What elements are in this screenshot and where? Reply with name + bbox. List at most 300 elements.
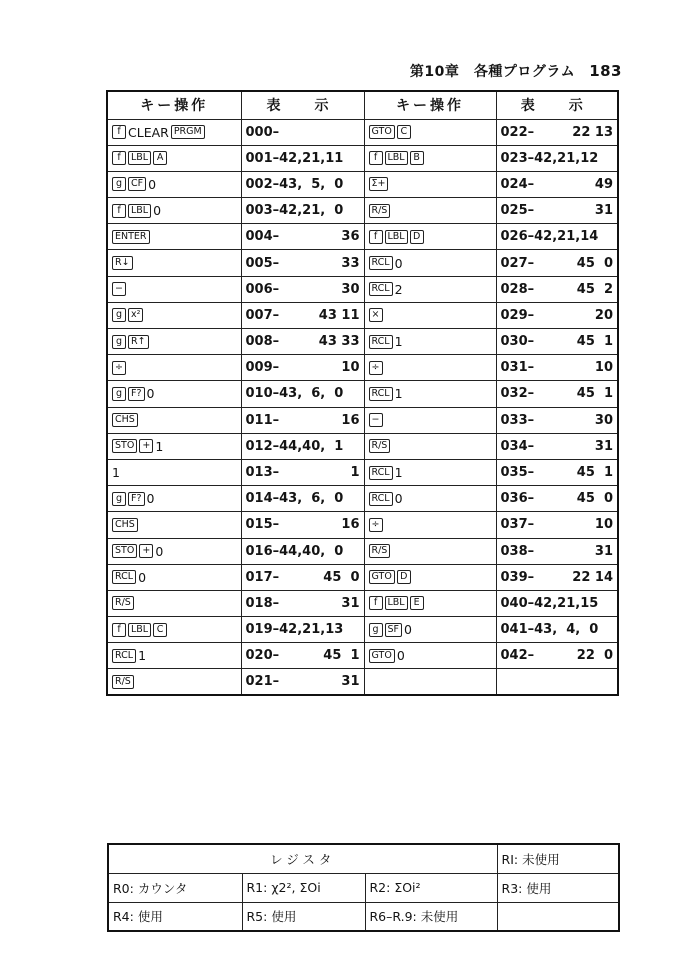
step-code: 023–42,21,12 [500,150,599,166]
table-row [107,145,618,171]
key-sequence [112,465,237,480]
table-row [107,617,618,643]
display-readout [246,386,360,401]
calculator-key: GTO [369,125,395,139]
key-text: 1 [138,648,147,664]
register-empty [497,902,619,931]
key-sequence [112,439,237,454]
key-text: 1 [155,438,164,454]
key-ops-cell [364,486,496,512]
display-cell [496,145,618,171]
display-cell [241,224,364,250]
step-code: 035– [500,465,535,481]
key-sequence [369,308,492,322]
table-row [107,590,618,616]
calculator-key: Σ+ [369,177,389,191]
step-value: 10 [341,360,360,376]
key-text: 2 [394,281,403,297]
step-code: 024– [500,176,535,192]
step-code: 016–44,40, 0 [245,543,344,559]
step-code: 033– [500,412,535,428]
key-ops-cell [107,171,241,197]
key-sequence [369,648,492,663]
key-sequence [112,282,237,296]
calculator-key: GTO [369,570,395,584]
step-value: 30 [594,412,613,428]
table-row [107,407,618,433]
display-readout [501,386,614,401]
display-cell [496,669,618,695]
display-readout [246,622,360,637]
display-readout [246,648,360,663]
calculator-key: R↓ [112,256,133,270]
calculator-key: RCL [369,256,393,270]
step-code: 025– [500,203,535,219]
display-readout [246,544,360,559]
key-ops-cell [364,198,496,224]
table-row [107,302,618,328]
step-code: 019–42,21,13 [245,622,344,638]
key-ops-cell [364,276,496,302]
display-readout [246,151,360,166]
step-code: 006– [245,281,280,297]
display-cell [241,407,364,433]
key-sequence [112,125,237,140]
key-text: 0 [394,255,403,271]
step-code: 012–44,40, 1 [245,438,344,454]
header-display-right: 表 示 [496,91,618,119]
calculator-key: f [112,125,126,139]
key-ops-cell [107,224,241,250]
calculator-key: D [397,570,411,584]
step-code: 014–43, 6, 0 [245,491,344,507]
step-value: 31 [594,203,613,219]
calculator-key: g [112,335,126,349]
step-code: 022– [500,124,535,140]
step-code: 034– [500,438,535,454]
step-code: 038– [500,543,535,559]
display-cell [241,119,364,145]
display-cell [241,459,364,485]
display-readout [246,282,360,297]
step-value: 45 0 [576,491,613,507]
display-cell [241,538,364,564]
calculator-key: f [112,623,126,637]
display-readout [501,439,614,454]
calculator-key: STO [112,544,137,558]
step-value: 45 1 [576,334,613,350]
calculator-key: g [112,492,126,506]
step-value: 30 [341,281,360,297]
key-sequence [369,570,492,584]
display-readout [246,674,360,689]
page-number: 183 [589,62,622,80]
step-value: 22 13 [572,124,613,140]
key-text: 0 [155,543,164,559]
key-ops-cell [364,669,496,695]
display-readout [501,203,614,218]
key-ops-cell [364,329,496,355]
display-cell [496,276,618,302]
key-sequence [369,439,492,453]
step-code: 041–43, 4, 0 [500,622,599,638]
key-ops-cell [364,459,496,485]
calculator-key: f [369,151,383,165]
step-value: 16 [341,517,360,533]
key-ops-cell [364,302,496,328]
table-row [107,198,618,224]
table-row [107,119,618,145]
calculator-key: R/S [112,596,134,610]
header-display-left: 表 示 [241,91,364,119]
step-code: 007– [245,307,280,323]
key-sequence [369,282,492,297]
display-readout [246,308,360,323]
display-readout [246,491,360,506]
register-r0: R0: カウンタ [108,873,242,902]
calculator-key: LBL [128,151,151,165]
step-code: 020– [245,648,280,664]
key-ops-cell [107,250,241,276]
calculator-key: RCL [369,282,393,296]
step-code: 003–42,21, 0 [245,203,344,219]
step-value: 45 0 [576,255,613,271]
header-key-ops-left: キー操作 [107,91,241,119]
calculator-key: LBL [128,623,151,637]
table-row [107,355,618,381]
display-cell [241,590,364,616]
key-sequence [112,151,237,165]
key-sequence [369,518,492,532]
display-cell [496,590,618,616]
calculator-key: g [369,623,383,637]
calculator-key: f [112,151,126,165]
step-code: 036– [500,491,535,507]
step-value: 10 [594,360,613,376]
calculator-key: RCL [112,649,136,663]
step-value: 22 14 [572,569,613,585]
display-cell [241,250,364,276]
key-sequence [112,596,237,610]
key-sequence [369,256,492,271]
display-readout [501,622,614,637]
display-readout [501,125,614,140]
key-ops-cell [107,355,241,381]
register-r5: R5: 使用 [242,902,365,931]
display-cell [496,538,618,564]
calculator-key: − [112,282,126,296]
calculator-key: PRGM [171,125,205,139]
key-sequence [369,544,492,558]
calculator-key: + [139,544,153,558]
step-value: 1 [350,465,360,481]
display-readout [501,256,614,271]
calculator-key: CHS [112,413,138,427]
display-cell [241,302,364,328]
calculator-key: RCL [369,387,393,401]
key-sequence [112,413,237,427]
display-readout [501,360,614,375]
calculator-key: STO [112,439,137,453]
step-value: 45 1 [576,465,613,481]
table-row [107,276,618,302]
key-text: CLEAR [128,124,169,140]
calculator-key: LBL [385,230,408,244]
display-cell [496,198,618,224]
step-code: 018– [245,595,280,611]
key-text: 0 [404,622,412,638]
key-ops-cell [107,617,241,643]
display-readout [501,465,614,480]
step-value: 16 [341,412,360,428]
step-value: 22 0 [576,648,613,664]
key-sequence [369,491,492,506]
calculator-key: R/S [369,439,391,453]
key-ops-cell [364,355,496,381]
display-readout [246,360,360,375]
display-readout [501,308,614,323]
table-row [107,224,618,250]
display-cell [241,329,364,355]
display-readout [246,596,360,611]
calculator-key: R/S [369,204,391,218]
step-code: 021– [245,674,280,690]
key-ops-cell [107,198,241,224]
key-ops-cell [364,145,496,171]
calculator-key: E [410,596,424,610]
program-table-header [107,91,618,119]
step-code: 040–42,21,15 [500,595,599,611]
key-ops-cell [364,407,496,433]
step-value: 45 1 [323,648,360,664]
step-code: 001–42,21,11 [245,150,344,166]
table-row [107,538,618,564]
display-readout [246,256,360,271]
register-table [107,843,620,932]
display-readout [501,596,614,611]
register-r3: R3: 使用 [497,873,619,902]
key-sequence [369,125,492,139]
display-cell [241,145,364,171]
calculator-key: B [410,151,424,165]
calculator-key: RCL [369,335,393,349]
display-readout [501,229,614,244]
calculator-key: g [112,308,126,322]
key-text: 0 [396,648,405,664]
step-value: 49 [594,176,613,192]
display-readout [501,334,614,349]
display-cell [496,617,618,643]
table-row [107,512,618,538]
table-row [107,486,618,512]
key-sequence [112,491,237,506]
key-text: 1 [394,465,403,481]
calculator-key: RCL [112,570,136,584]
display-readout [501,177,614,192]
display-readout [246,465,360,480]
key-text: 1 [394,386,403,402]
register-r6-r9: R6–R.9: 未使用 [365,902,497,931]
key-sequence [112,544,237,559]
display-readout [246,439,360,454]
calculator-key: F? [128,387,145,401]
step-code: 039– [500,569,535,585]
key-sequence [369,204,492,218]
step-value: 43 33 [318,334,360,350]
display-cell [241,512,364,538]
display-cell [241,381,364,407]
step-code: 027– [500,255,535,271]
key-ops-cell [364,224,496,250]
calculator-key: g [112,177,126,191]
calculator-key: x² [128,308,143,322]
display-cell [496,302,618,328]
key-ops-cell [107,119,241,145]
table-row [107,669,618,695]
step-code: 015– [245,517,280,533]
calculator-key: CHS [112,518,138,532]
key-ops-cell [107,512,241,538]
calculator-key: R/S [112,675,134,689]
table-row [107,643,618,669]
calculator-key: LBL [385,151,408,165]
key-sequence [369,334,492,349]
register-r1: R1: χ2², ΣOi [242,873,365,902]
key-ops-cell [107,643,241,669]
step-code: 028– [500,281,535,297]
calculator-key: SF [385,623,403,637]
calculator-key: f [369,596,383,610]
key-sequence [369,230,492,244]
display-readout [501,413,614,428]
key-sequence [369,386,492,401]
calculator-key: R/S [369,544,391,558]
calculator-key: ÷ [369,518,383,532]
display-cell [496,329,618,355]
key-sequence [112,177,237,192]
key-sequence [112,623,237,637]
display-cell [241,198,364,224]
calculator-key: − [369,413,383,427]
key-ops-cell [107,302,241,328]
display-readout [501,544,614,559]
key-ops-cell [364,381,496,407]
display-readout [246,517,360,532]
calculator-key: f [112,204,126,218]
display-cell [241,486,364,512]
display-cell [241,643,364,669]
register-r2: R2: ΣOi² [365,873,497,902]
calculator-key: ÷ [112,361,126,375]
step-value: 36 [341,229,360,245]
display-readout [246,125,360,140]
table-row [107,381,618,407]
display-readout [501,648,614,663]
key-ops-cell [364,590,496,616]
display-readout [501,570,614,585]
step-value: 31 [594,438,613,454]
display-readout [501,282,614,297]
step-code: 002–43, 5, 0 [245,176,344,192]
calculator-key: + [139,439,153,453]
calculator-key: RCL [369,466,393,480]
table-row [107,171,618,197]
display-readout [246,413,360,428]
key-ops-cell [107,407,241,433]
key-sequence [112,675,237,689]
calculator-key: ENTER [112,230,150,244]
step-code: 017– [245,569,280,585]
key-sequence [369,151,492,165]
calculator-key: C [397,125,411,139]
step-value: 10 [594,517,613,533]
display-cell [241,276,364,302]
step-code: 030– [500,334,535,350]
key-ops-cell [364,250,496,276]
calculator-key: ÷ [369,361,383,375]
display-readout [246,177,360,192]
key-sequence [112,386,237,401]
display-cell [496,355,618,381]
display-cell [496,433,618,459]
key-sequence [112,570,237,585]
page-header [410,61,622,81]
display-readout [246,229,360,244]
display-readout [246,203,360,218]
step-code: 011– [245,412,280,428]
display-cell [496,224,618,250]
step-value: 45 2 [576,281,613,297]
step-code: 029– [500,307,535,323]
table-row [107,329,618,355]
display-cell [496,643,618,669]
step-code: 004– [245,229,280,245]
key-sequence [369,413,492,427]
display-cell [496,459,618,485]
display-cell [241,433,364,459]
display-readout [501,491,614,506]
step-value: 20 [594,307,613,323]
key-sequence [112,518,237,532]
display-cell [496,381,618,407]
calculator-key: LBL [385,596,408,610]
key-ops-cell [107,564,241,590]
display-cell [241,669,364,695]
step-value: 45 0 [323,569,360,585]
calculator-key: D [410,230,424,244]
calculator-key: RCL [369,492,393,506]
key-sequence [369,361,492,375]
key-sequence [369,622,492,637]
display-cell [241,355,364,381]
key-ops-cell [107,433,241,459]
display-cell [496,512,618,538]
key-text: 1 [394,334,403,350]
key-sequence [112,648,237,663]
step-code: 000– [245,124,280,140]
key-sequence [112,230,237,244]
display-cell [496,564,618,590]
calculator-key: R↑ [128,335,149,349]
key-ops-cell [364,643,496,669]
step-code: 005– [245,255,280,271]
display-readout [246,570,360,585]
program-table [106,90,619,696]
calculator-key: g [112,387,126,401]
step-code: 013– [245,465,280,481]
key-text: 0 [146,491,155,507]
key-text: 0 [138,569,147,585]
